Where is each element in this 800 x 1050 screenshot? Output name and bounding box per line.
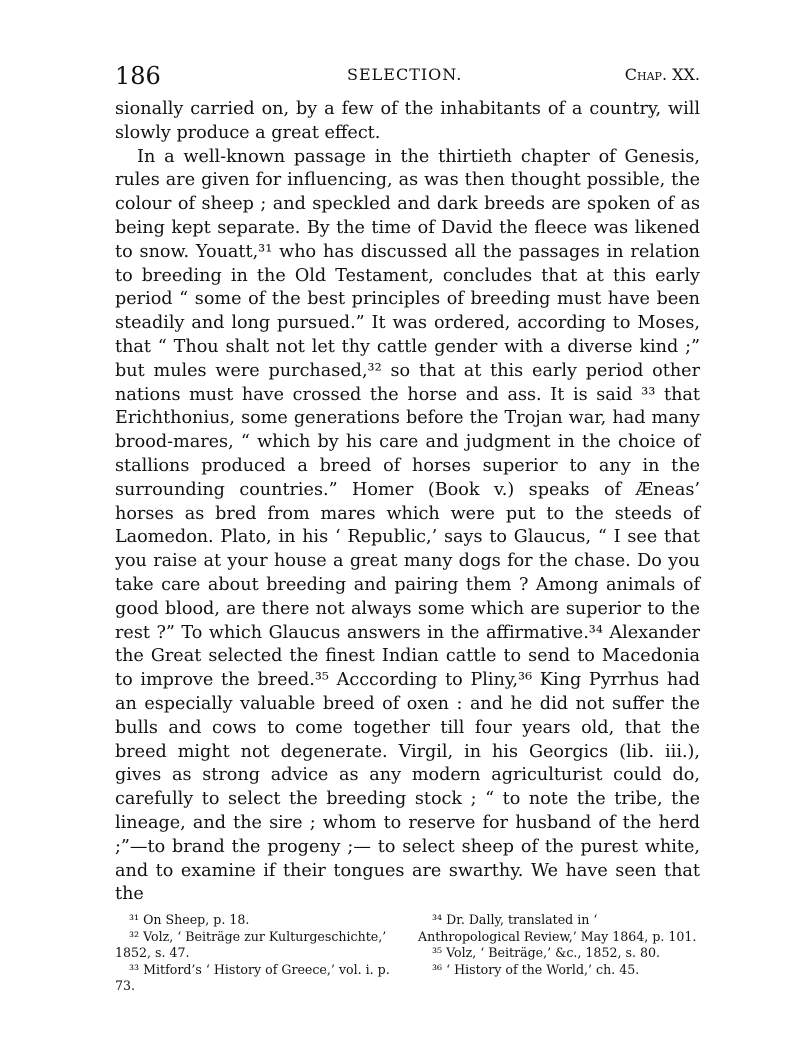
chapter-label: Chap. XX.	[624, 65, 700, 84]
footnote-34: ³⁴ Dr. Dally, translated in ‘ Anthropological Review,’ May 1864, p. 101.	[418, 912, 697, 944]
footnotes-left-column	[115, 912, 397, 995]
page-number: 186	[115, 62, 161, 90]
body-text	[115, 98, 700, 907]
footnotes	[115, 912, 700, 995]
footnote-36: ³⁶ ‘ History of the World,’ ch. 45.	[432, 961, 640, 977]
running-title: SELECTION.	[347, 65, 463, 84]
running-header	[115, 62, 700, 92]
paragraph-continued: sionally carried on, by a few of the inhabitants of a country, will slowly produce a great effect.	[115, 99, 700, 143]
footnote-35: ³⁵ Volz, ‘ Beiträge,’ &c., 1852, s. 80.	[432, 945, 660, 960]
footnote-33: ³³ Mitford’s ‘ History of Greece,’ vol. i. p. 73.	[115, 961, 390, 993]
footnote-31: ³¹ On Sheep, p. 18.	[129, 912, 250, 927]
footnote-32: ³² Volz, ‘ Beiträge zur Kulturgeschichte,’ 1852, s. 47.	[115, 928, 387, 960]
paragraph-genesis: In a well-known passage in the thirtieth chapter of Genesis, rules are given for influencing, as was then thought possible, the colour of sheep ; and speckled and dark breeds are spoken of as being kept separate. By the time of David the fleece was likened to snow. Youatt,³¹ who has discussed all the passages in relation to breeding in the Old Testament, concludes that at this early period “ some of the best principles of breeding must have been steadily and long pursued.” It was ordered, according to Moses, that “ Thou shalt not let thy cattle gender with a diverse kind ;” but mules were purchased,³² so that at this early period other nations must have crossed the horse and ass. It is said ³³ that Erichthonius, some generations before the Trojan war, had many brood-mares, “ which by his care and judgment in the choice of stallions produced a breed of horses superior to any in the surrounding countries.” Homer (Book v.) speaks of Æneas’ horses as bred from mares which were put to the steeds of Laomedon. Plato, in his ‘ Republic,’ says to Glaucus, “ I see that you raise at your house a great many dogs for the chase. Do you take care about breeding and pairing them ? Among animals of good blood, are there not always some which are superior to the rest ?” To which Glaucus answers in the affirmative.³⁴ Alexander the Great selected the finest Indian cattle to send to Macedonia to improve the breed.³⁵ Acccording to Pliny,³⁶ King Pyrrhus had an especially valuable breed of oxen : and he did not suffer the bulls and cows to come together till four years old, that the breed might not degenerate. Virgil, in his Georgics (lib. iii.), gives as strong advice as any modern agriculturist could do, carefully to select the breeding stock ; “ to note the tribe, the lineage, and the sire ; whom to reserve for husband of the herd ;”—to brand the progeny ;— to select sheep of the purest white, and to examine if their tongues are swarthy. We have seen that the	[115, 146, 700, 905]
footnotes-right-column	[418, 912, 700, 995]
